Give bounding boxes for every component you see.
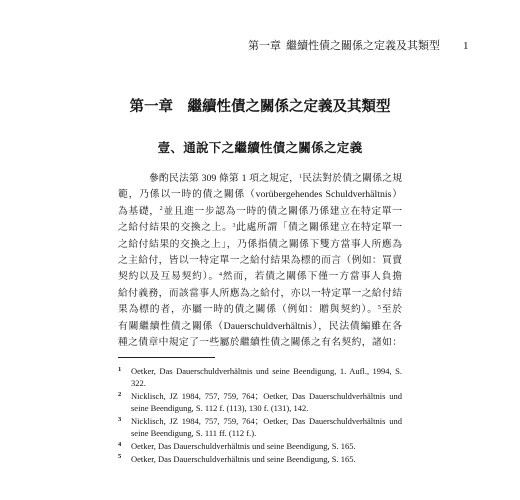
- body-line: [118, 204, 402, 220]
- footnote: [118, 390, 402, 414]
- body-line: [118, 187, 402, 203]
- body-paragraph: [118, 171, 402, 351]
- chapter-title-text: 繼續性債之關係之定義及其類型: [187, 99, 391, 115]
- footnote-text: Oetker, Das Dauerschuldverhältnis und seine Beendigung, S. 165.: [131, 441, 356, 451]
- body-text-segment: 此處所謂「債之關係建立在特定單一: [235, 222, 403, 234]
- section-title: 壹、通說下之繼續性債之關係之定義: [157, 141, 363, 155]
- body-text-segment: 果為標的者，亦屬一時的債之關係（例如：贈與契約）。: [118, 304, 378, 316]
- footnote: [118, 365, 402, 389]
- body-text-segment: 為基礎，: [118, 205, 160, 217]
- footnotes: [118, 365, 402, 466]
- body-line: [118, 237, 402, 253]
- footnote: [118, 440, 402, 452]
- body-text-segment: 之主給付，皆以一特定單一之給付結果為標的而言（例如：買賣: [118, 255, 402, 267]
- footnote-text: Oetker, Das Dauerschuldverhältnis und seine Beendigung, 1. Aufl., 1994, S. 322.: [131, 366, 402, 389]
- running-header: [0, 39, 520, 53]
- body-text-segment: 種之債章中規定了一些屬於繼續性債之關係之有名契約，諸如：: [118, 337, 402, 349]
- footnote-text: Oetker, Das Dauerschuldverhältnis und seine Beendigung, S. 165.: [131, 453, 356, 464]
- body-line: [118, 253, 402, 269]
- body-text-segment: 至於: [380, 304, 403, 316]
- body-text-segment: 之給付結果的交換之上。: [118, 222, 233, 234]
- footnote-text: Nicklisch, JZ 1984, 757, 759, 764；Oetker, Das Dauerschuldverhältnis und seine Beendigung, S. 111 ff. (112 f.).: [131, 416, 402, 439]
- footnote-text: Nicklisch, JZ 1984, 757, 759, 764；Oetker, Das Dauerschuldverhältnis und seine Beendigung, S. 112 f. (113), 130 f. (131), 142.: [131, 391, 402, 414]
- running-header-chapter: 第一章: [248, 40, 281, 52]
- body-text-segment: 民法對於債之關係之規: [302, 173, 402, 184]
- body-line: [118, 286, 402, 302]
- footnote-reference: 3: [232, 222, 236, 229]
- chapter-title: [0, 97, 520, 117]
- body-text-segment: 契約以及互易契約）。: [118, 271, 219, 283]
- footnote-number: 1: [118, 365, 122, 373]
- body-text-segment: 並且進一步認為一時的債之關係乃係建立在特定單一: [162, 205, 403, 217]
- chapter-label: 第一章: [129, 99, 173, 115]
- page-number: 1: [463, 40, 469, 52]
- body-text-segment: 然而，若債之關係下僅一方當事人負擔: [222, 271, 403, 283]
- running-header-title: 繼續性債之關係之定義及其類型: [286, 40, 440, 52]
- footnote-reference: 4: [219, 271, 222, 278]
- body-text-segment: 有關繼續性債之關係（Dauerschuldverhältnis），民法債編雖在各: [118, 320, 402, 332]
- body-text-segment: 範，乃係以一時的債之關係（vorübergehendes Schuldverhältnis）: [118, 189, 402, 201]
- body-line: [118, 171, 402, 187]
- body-line: [118, 319, 402, 335]
- footnote-number: 4: [118, 440, 122, 448]
- body-line: [118, 302, 402, 318]
- body-line: [118, 220, 402, 236]
- footnote-reference: 5: [377, 304, 381, 311]
- footnote: [118, 415, 402, 439]
- body-text-segment: 之給付結果的交換之上」，乃係指債之關係下雙方當事人所應為: [118, 238, 402, 250]
- body-text-segment: 參酌民法第 309 條第 1 項之規定，: [149, 173, 300, 184]
- footnote-separator: [118, 357, 215, 358]
- body-line: [118, 335, 402, 351]
- footnote-number: 3: [118, 415, 122, 423]
- body-text-segment: 給付義務，而該當事人所應為之給付，亦以一特定單一之給付結: [118, 287, 402, 299]
- footnote: [118, 453, 402, 465]
- footnote-reference: 1: [299, 173, 303, 180]
- body-line: [118, 269, 402, 285]
- footnote-reference: 2: [159, 206, 163, 213]
- footnote-number: 2: [118, 390, 122, 398]
- footnote-number: 5: [118, 453, 122, 461]
